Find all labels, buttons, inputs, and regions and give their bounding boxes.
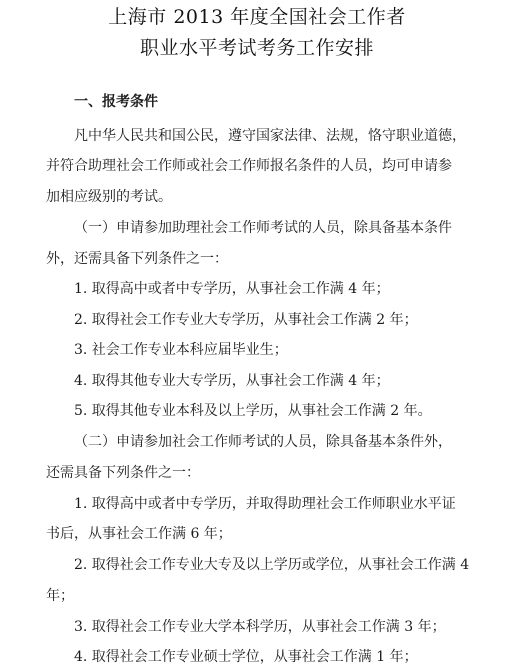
sub2-list-item-continuation: 书后，从事社会工作满 6 年； (46, 526, 232, 542)
intro-line-2: 并符合助理社会工作师或社会工作师报名条件的人员，均可申请参 (46, 158, 452, 174)
sub2-list-item: 2. 取得社会工作专业大专及以上学历或学位，从事社会工作满 4 (74, 557, 470, 573)
subsection-2-line-1: （二）申请参加社会工作师考试的人员，除具备基本条件外， (74, 434, 452, 450)
sub2-list-item: 4. 取得社会工作专业硕士学位，从事社会工作满 1 年； (74, 649, 418, 665)
document-title-line-1: 上海市 2013 年度全国社会工作者 (108, 6, 406, 28)
subsection-1-line-2: 外，还需具备下列条件之一： (46, 251, 228, 267)
subsection-1-line-1: （一）申请参加助理社会工作师考试的人员，除具备基本条件 (74, 220, 452, 236)
document-title-line-2: 职业水平考试考务工作安排 (139, 37, 374, 59)
intro-line-3: 加相应级别的考试。 (46, 189, 172, 205)
intro-line-1: 凡中华人民共和国公民，遵守国家法律、法规，恪守职业道德， (74, 128, 466, 144)
sub1-list-item: 3. 社会工作专业本科应届毕业生； (74, 342, 288, 358)
sub1-list-item: 5. 取得其他专业本科及以上学历，从事社会工作满 2 年。 (74, 403, 432, 419)
sub1-list-item: 2. 取得社会工作专业大专学历，从事社会工作满 2 年； (74, 312, 418, 328)
sub2-list-item-continuation: 年； (46, 588, 74, 604)
sub1-list-item: 1. 取得高中或者中专学历，从事社会工作满 4 年； (74, 281, 390, 297)
sub1-list-item: 4. 取得其他专业大专学历，从事社会工作满 4 年； (74, 373, 390, 389)
sub2-list-item: 3. 取得社会工作专业大学本科学历，从事社会工作满 3 年； (74, 619, 446, 635)
subsection-2-line-2: 还需具备下列条件之一： (46, 465, 200, 481)
section-heading: 一、报考条件 (74, 94, 158, 110)
sub2-list-item: 1. 取得高中或者中专学历，并取得助理社会工作师职业水平证 (74, 496, 456, 512)
